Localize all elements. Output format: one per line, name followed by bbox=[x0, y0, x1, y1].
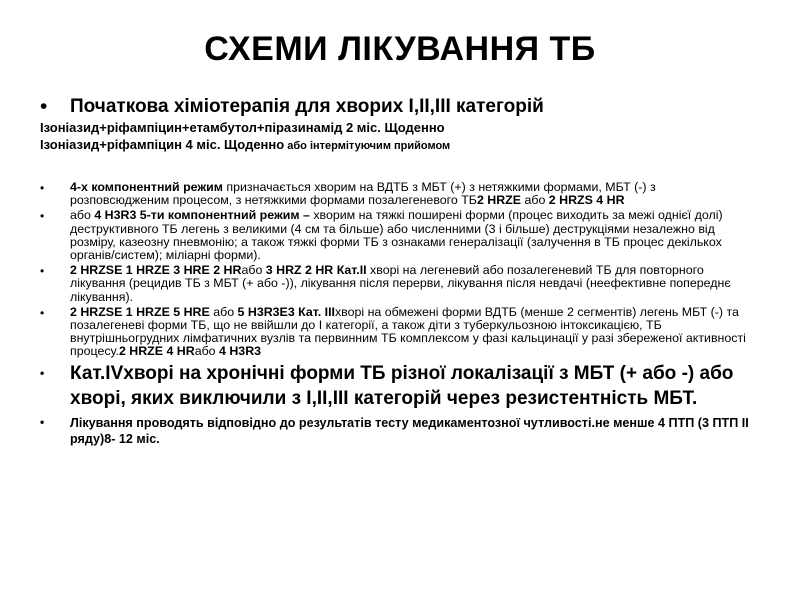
lead-bullet-row bbox=[40, 95, 756, 119]
list-item-category-3 bbox=[40, 306, 756, 359]
list-item-text: 2 HRZSE 1 HRZE 3 HRE 2 HRабо 3 HRZ 2 HR Кат.ІІ хворі на легеневий або позалегеневий ТБ для повторного лікування (рецидив ТБ з МБТ (+ або -)), лікування після перерви, лікування після невдачі (неефективне попереднє лікування). bbox=[70, 263, 731, 304]
regimen-line-2-note: або інтермітуючим прийомом bbox=[284, 140, 451, 152]
bullet-icon: • bbox=[40, 365, 45, 380]
category-4-text: Кат.IVхворі на хронічні форми ТБ різної локалізації з МБТ (+ або -) або хворі, яких виключили з I,II,III категорій через резистентність МБТ. bbox=[70, 362, 734, 409]
bullet-icon: • bbox=[40, 305, 45, 320]
list-item-category-2 bbox=[40, 264, 756, 304]
list-item-4-component bbox=[40, 181, 756, 207]
list-item-treatment-note bbox=[40, 415, 756, 447]
list-item-text: 2 HRZSE 1 HRZE 5 HRE або 5 H3R3E3 Кат. ІІІхворі на обмежені форми ВДТБ (менше 2 сегментів) легень МБТ (-) та позалегеневі форми ТБ, що не ввійшли до I категорії, а також діти з туберкульозною інтоксикацією, ТБ внутрішньогрудних лімфатичних вузлів та первинним ТБ комплексом у фазі кальцинації у разі збереженої активності процесу.2 HRZE 4 HRабо 4 H3R3 bbox=[70, 304, 746, 359]
regimen-line-2 bbox=[40, 136, 756, 155]
list-item-text: 4-х компонентний режим призначається хворим на ВДТБ з МБТ (+) з нетяжкими формами, МБТ (-) з розповсюдженим процесом, з нетяжкими формами позалегеневого ТБ2 HRZE або 2 HRZS 4 HR bbox=[70, 180, 656, 208]
lead-text: Початкова хіміотерапія для хворих I,II,III категорій bbox=[70, 96, 544, 117]
list-item-5-component bbox=[40, 209, 756, 262]
treatment-note-text: Лікування проводять відповідно до результатів тесту медикаментозної чутливості.не менше 4 ПТП (3 ПТП II ряду)8- 12 міс. bbox=[70, 415, 749, 446]
regimen-line-2-main: Ізоніазид+ріфампіцин 4 міс. Щоденно bbox=[40, 137, 285, 152]
bullet-icon: • bbox=[40, 264, 45, 279]
bullet-icon: • bbox=[40, 95, 48, 118]
content-body bbox=[40, 95, 756, 447]
bullet-icon: • bbox=[40, 414, 45, 429]
bullet-icon: • bbox=[40, 181, 45, 195]
regimen-line-1: Ізоніазид+ріфампіцин+етамбутол+піразинамід 2 міс. Щоденно bbox=[40, 120, 445, 135]
list-item-text: або 4 H3R3 5-ти компонентний режим – хворим на тяжкі поширені форми (процес виходить за межі однієї долі) деструктивного ТБ легень з великими (4 см та більше) або численними (3 і більше) деструкціями незалежно від розміру, казеозну пневмонію; а також тяжкі форми ТБ з ознаками генералізації (залучення в ТБ процес декількох органів/систем); міліарні форми). bbox=[70, 208, 723, 263]
page-title: СХЕМИ ЛІКУВАННЯ ТБ bbox=[204, 30, 596, 68]
bullet-icon: • bbox=[40, 209, 45, 224]
list-item-category-4 bbox=[40, 361, 756, 411]
